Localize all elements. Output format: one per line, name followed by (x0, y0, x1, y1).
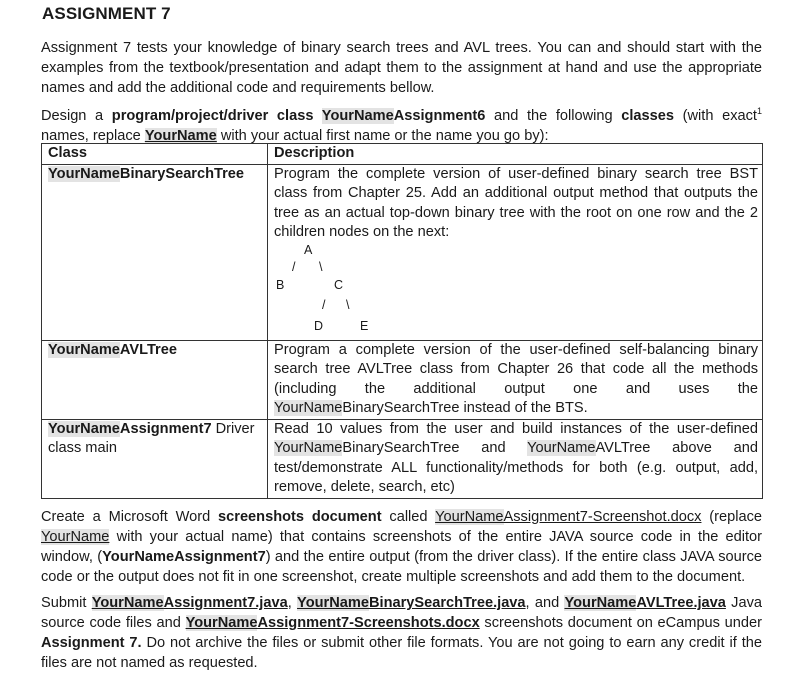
create-paragraph: Create a Microsoft Word screenshots document called YourNameAssignment7-Screenshot.docx (replace YourName with your actual name) that contains screenshots of the entire JAVA source code in the editor window, (YourNameAssignment7) and the entire output (from the driver class). If the entire class JAVA source code or the output does not fit in one screenshot, create multiple screenshots and add them to the document. (41, 509, 763, 585)
tree-node-c: C (334, 277, 344, 292)
tree-edge: / (292, 259, 296, 274)
intro-paragraph: Assignment 7 tests your knowledge of binary search trees and AVL trees. You can and should start with the examples from the textbook/presentation and adapt them to the assignment at hand and use the appropriate names and add the additional code and requirements bellow. (41, 40, 762, 96)
description-bst: Program the complete version of user-defined binary search tree BST class from Chapter 25. Add an additional output method that outputs the tree as an actual top-down binary tree with the root on one row and the 2 children nodes on the next: A / \ B C / \ D E (268, 164, 763, 340)
page-title: ASSIGNMENT 7 (42, 4, 171, 23)
design-paragraph: Design a program/project/driver class YourNameAssignment6 and the following classes (with exact$^1$ names, replace YourName with your actual first name or the name you go by): (41, 106, 762, 144)
submit-paragraph: Submit YourNameAssignment7.java, YourNameBinarySearchTree.java, and YourNameAVLTree.java Java source code files and YourNameAssignment7-Screenshots.docx screenshots document on eCampus under Assignment 7. Do not archive the files or submit other file formats. You are not going to earn any credit if the files are not named as requested. (41, 595, 762, 671)
tree-edge: \ (319, 259, 323, 274)
description-driver: Read 10 values from the user and build instances of the user-defined YourNameBinarySearchTree and YourNameAVLTree above and test/demonstrate ALL functionality/methods for both (e.g. output, add, remove, delete, search, etc) (268, 419, 763, 498)
tree-edge: \ (346, 297, 350, 312)
tree-node-e: E (360, 318, 369, 333)
requirements-table (41, 143, 763, 499)
table-row (42, 340, 763, 419)
tree-edge: / (322, 297, 326, 312)
table-row (42, 164, 763, 340)
description-avl: Program a complete version of the user-defined self-balancing binary search tree AVLTree class from Chapter 26 that code all the methods (including the additional output one and uses the YourNameBinarySearchTree instead of the BTS. (268, 340, 763, 419)
class-name-avl: YourNameAVLTree (42, 340, 268, 419)
table-row (42, 419, 763, 498)
tree-diagram (274, 243, 384, 340)
tree-node-b: B (276, 277, 285, 292)
header-class: Class (42, 144, 268, 165)
tree-node-d: D (314, 318, 324, 333)
class-name-bst: YourNameBinarySearchTree (42, 164, 268, 340)
tree-node-a: A (304, 242, 313, 257)
class-name-driver: YourNameAssignment7 Driver class main (42, 419, 268, 498)
table-header-row (42, 144, 763, 165)
header-description: Description (268, 144, 763, 165)
